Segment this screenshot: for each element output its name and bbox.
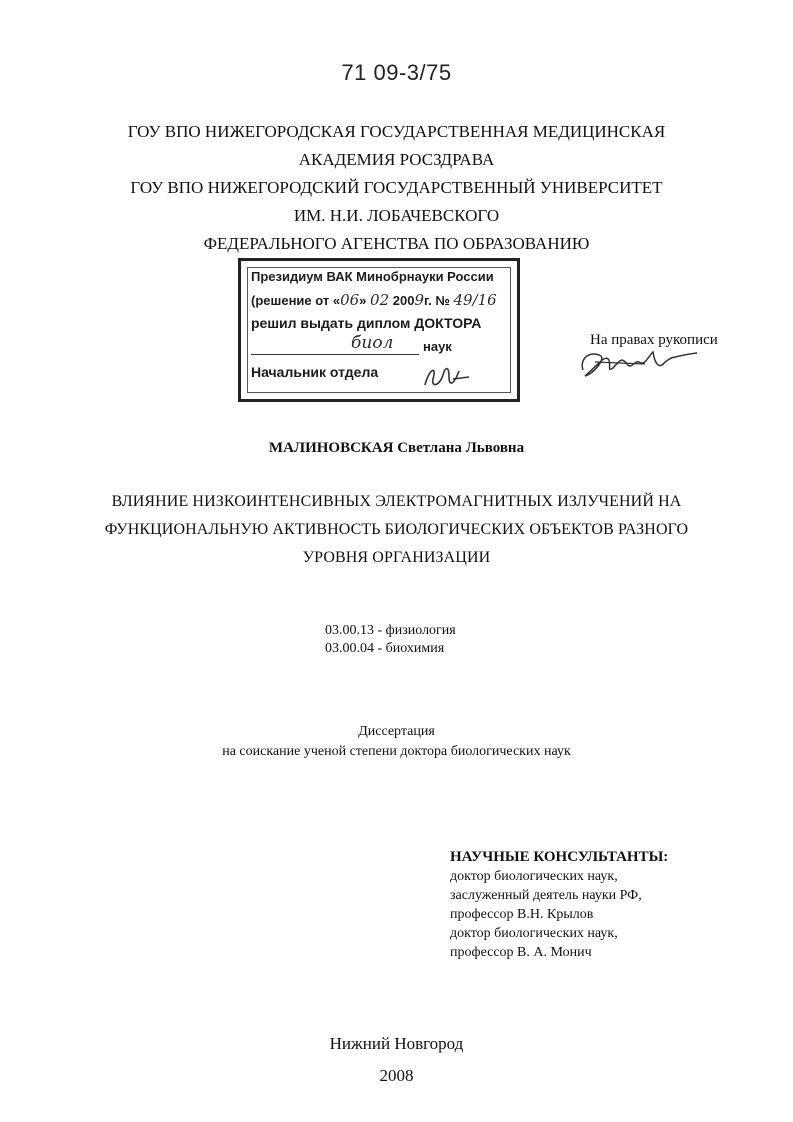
stamp-month-handwritten: 02 [370, 291, 390, 309]
stamp-year-handwritten: 9 [414, 291, 424, 309]
institution-line: ГОУ ВПО НИЖЕГОРОДСКИЙ ГОСУДАРСТВЕННЫЙ УНИВЕРСИТЕТ [130, 178, 663, 197]
rights-note: На правах рукописи [590, 332, 718, 348]
dissertation-purpose: на соискание ученой степени доктора биологических наук [222, 744, 571, 759]
title-line: УРОВНЯ ОРГАНИЗАЦИИ [302, 549, 491, 566]
author-name: МАЛИНОВСКАЯ Светлана Львовна [268, 440, 525, 456]
stamp-year-prefix: 200 [392, 293, 415, 308]
institutions-block [0, 118, 793, 258]
stamp-field-handwritten: биол [351, 333, 394, 353]
consultant-line: профессор В. А. Монич [450, 945, 592, 960]
specialty-line: 03.00.04 - биохимия [325, 641, 445, 656]
stamp-field-underline [251, 354, 419, 355]
stamp-number-handwritten: 49/16 [453, 291, 497, 309]
institution-line: ИМ. Н.И. ЛОБАЧЕВСКОГО [293, 206, 500, 225]
stamp-line-head: Начальник отдела [251, 364, 379, 380]
stamp-quote: » [359, 293, 367, 308]
consultants-heading: НАУЧНЫЕ КОНСУЛЬТАНТЫ: [450, 849, 669, 865]
city: Нижний Новгород [329, 1034, 464, 1053]
specialty-line: 03.00.13 - физиология [325, 623, 456, 638]
consultant-line: заслуженный деятель науки РФ, [450, 888, 642, 903]
stamp-day-handwritten: 06 [340, 291, 360, 309]
stamp-line-diploma: решил выдать диплом ДОКТОРА [251, 315, 482, 331]
year: 2008 [379, 1066, 414, 1085]
document-code: 71 09-3/75 [341, 60, 452, 85]
dissertation-label: Диссертация [358, 724, 435, 739]
specialties-block [325, 622, 456, 658]
consultant-line: профессор В.Н. Крылов [450, 907, 594, 922]
dissertation-title [0, 488, 793, 572]
stamp-line-nauk: наук [423, 339, 452, 354]
institution-line: ФЕДЕРАЛЬНОГО АГЕНСТВА ПО ОБРАЗОВАНИЮ [203, 234, 590, 253]
stamp-number-label: г. № [424, 293, 450, 308]
dissertation-block [0, 722, 793, 762]
consultants-block [450, 848, 668, 962]
stamp-line-decision [251, 291, 497, 309]
title-line: ФУНКЦИОНАЛЬНУЮ АКТИВНОСТЬ БИОЛОГИЧЕСКИХ ОБЪЕКТОВ РАЗНОГО [104, 521, 689, 538]
city-year-block [0, 1028, 793, 1092]
vak-stamp [238, 258, 520, 402]
consultant-line: доктор биологических наук, [450, 926, 618, 941]
title-line: ВЛИЯНИЕ НИЗКОИНТЕНСИВНЫХ ЭЛЕКТРОМАГНИТНЫХ ИЗЛУЧЕНИЙ НА [111, 493, 682, 510]
stamp-line-presidium: Президиум ВАК Минобрнауки России [251, 269, 494, 284]
stamp-decision-prefix: (решение от « [251, 293, 341, 308]
institution-line: ГОУ ВПО НИЖЕГОРОДСКАЯ ГОСУДАРСТВЕННАЯ МЕДИЦИНСКАЯ [127, 122, 666, 141]
author-signature-icon [575, 340, 705, 390]
stamp-signature-icon [419, 357, 479, 393]
consultant-line: доктор биологических наук, [450, 869, 618, 884]
institution-line: АКАДЕМИЯ РОСЗДРАВА [298, 150, 495, 169]
